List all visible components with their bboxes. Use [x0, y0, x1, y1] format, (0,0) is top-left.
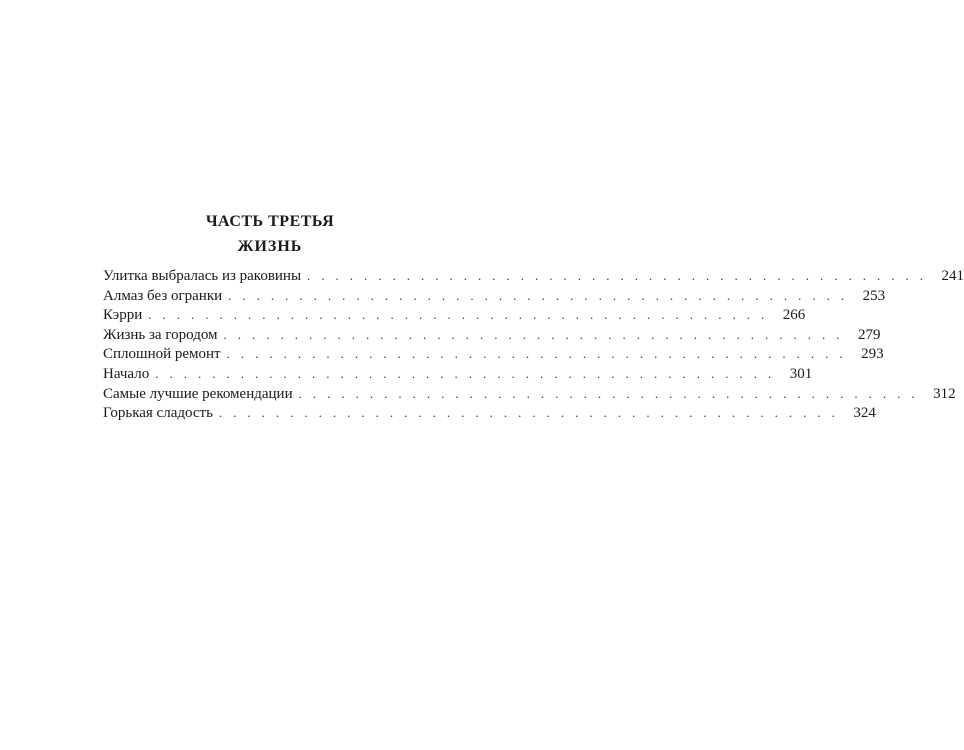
- toc-leader-dots: ............................................: [228, 287, 856, 303]
- toc-entry-title: Самые лучшие рекомендации: [103, 385, 293, 402]
- toc-entry-page: 293: [861, 346, 884, 363]
- toc-leader-dots: ............................................: [218, 405, 846, 421]
- toc-leader-dots: ............................................: [155, 365, 783, 381]
- toc-entry-title: Алмаз без огранки: [103, 287, 223, 304]
- toc-entry-title: Кэрри: [103, 307, 143, 324]
- toc-entry: [103, 286, 886, 306]
- part-title: ЧАСТЬ ТРЕТЬЯ: [205, 213, 335, 230]
- toc-leader-dots: ............................................: [298, 385, 926, 401]
- toc-leader-dots: ............................................: [307, 268, 935, 283]
- part-name: ЖИЗНЬ: [237, 238, 303, 255]
- toc-entry-page: 301: [789, 365, 813, 382]
- toc-entry-title: Улитка выбралась из раковины: [103, 268, 302, 284]
- toc-leader-dots: ............................................: [223, 326, 851, 342]
- toc-entry-page: 279: [858, 326, 881, 343]
- toc-entry: [103, 384, 956, 404]
- toc-entry-page: 324: [853, 405, 876, 422]
- toc-entry: [103, 325, 881, 345]
- toc-entry: [103, 305, 806, 325]
- table-of-contents: [103, 266, 964, 423]
- toc-entry-title: Начало: [103, 365, 150, 382]
- toc-entry: [103, 403, 876, 423]
- toc-entry-title: Горькая сладость: [103, 405, 213, 422]
- toc-entry: [103, 344, 884, 364]
- toc-entry-page: 312: [933, 385, 956, 402]
- toc-entry-title: Сплошной ремонт: [103, 346, 221, 363]
- toc-entry-page: 253: [862, 287, 886, 304]
- toc-entry-page: 266: [782, 307, 806, 324]
- toc-entry-title: Жизнь за городом: [103, 326, 218, 343]
- toc-entry: [103, 364, 813, 384]
- toc-entry-page: 241: [941, 268, 964, 284]
- toc-entry: [103, 266, 964, 286]
- part-header: [0, 211, 540, 258]
- toc-leader-dots: ............................................: [148, 307, 776, 323]
- toc-leader-dots: ............................................: [226, 346, 854, 362]
